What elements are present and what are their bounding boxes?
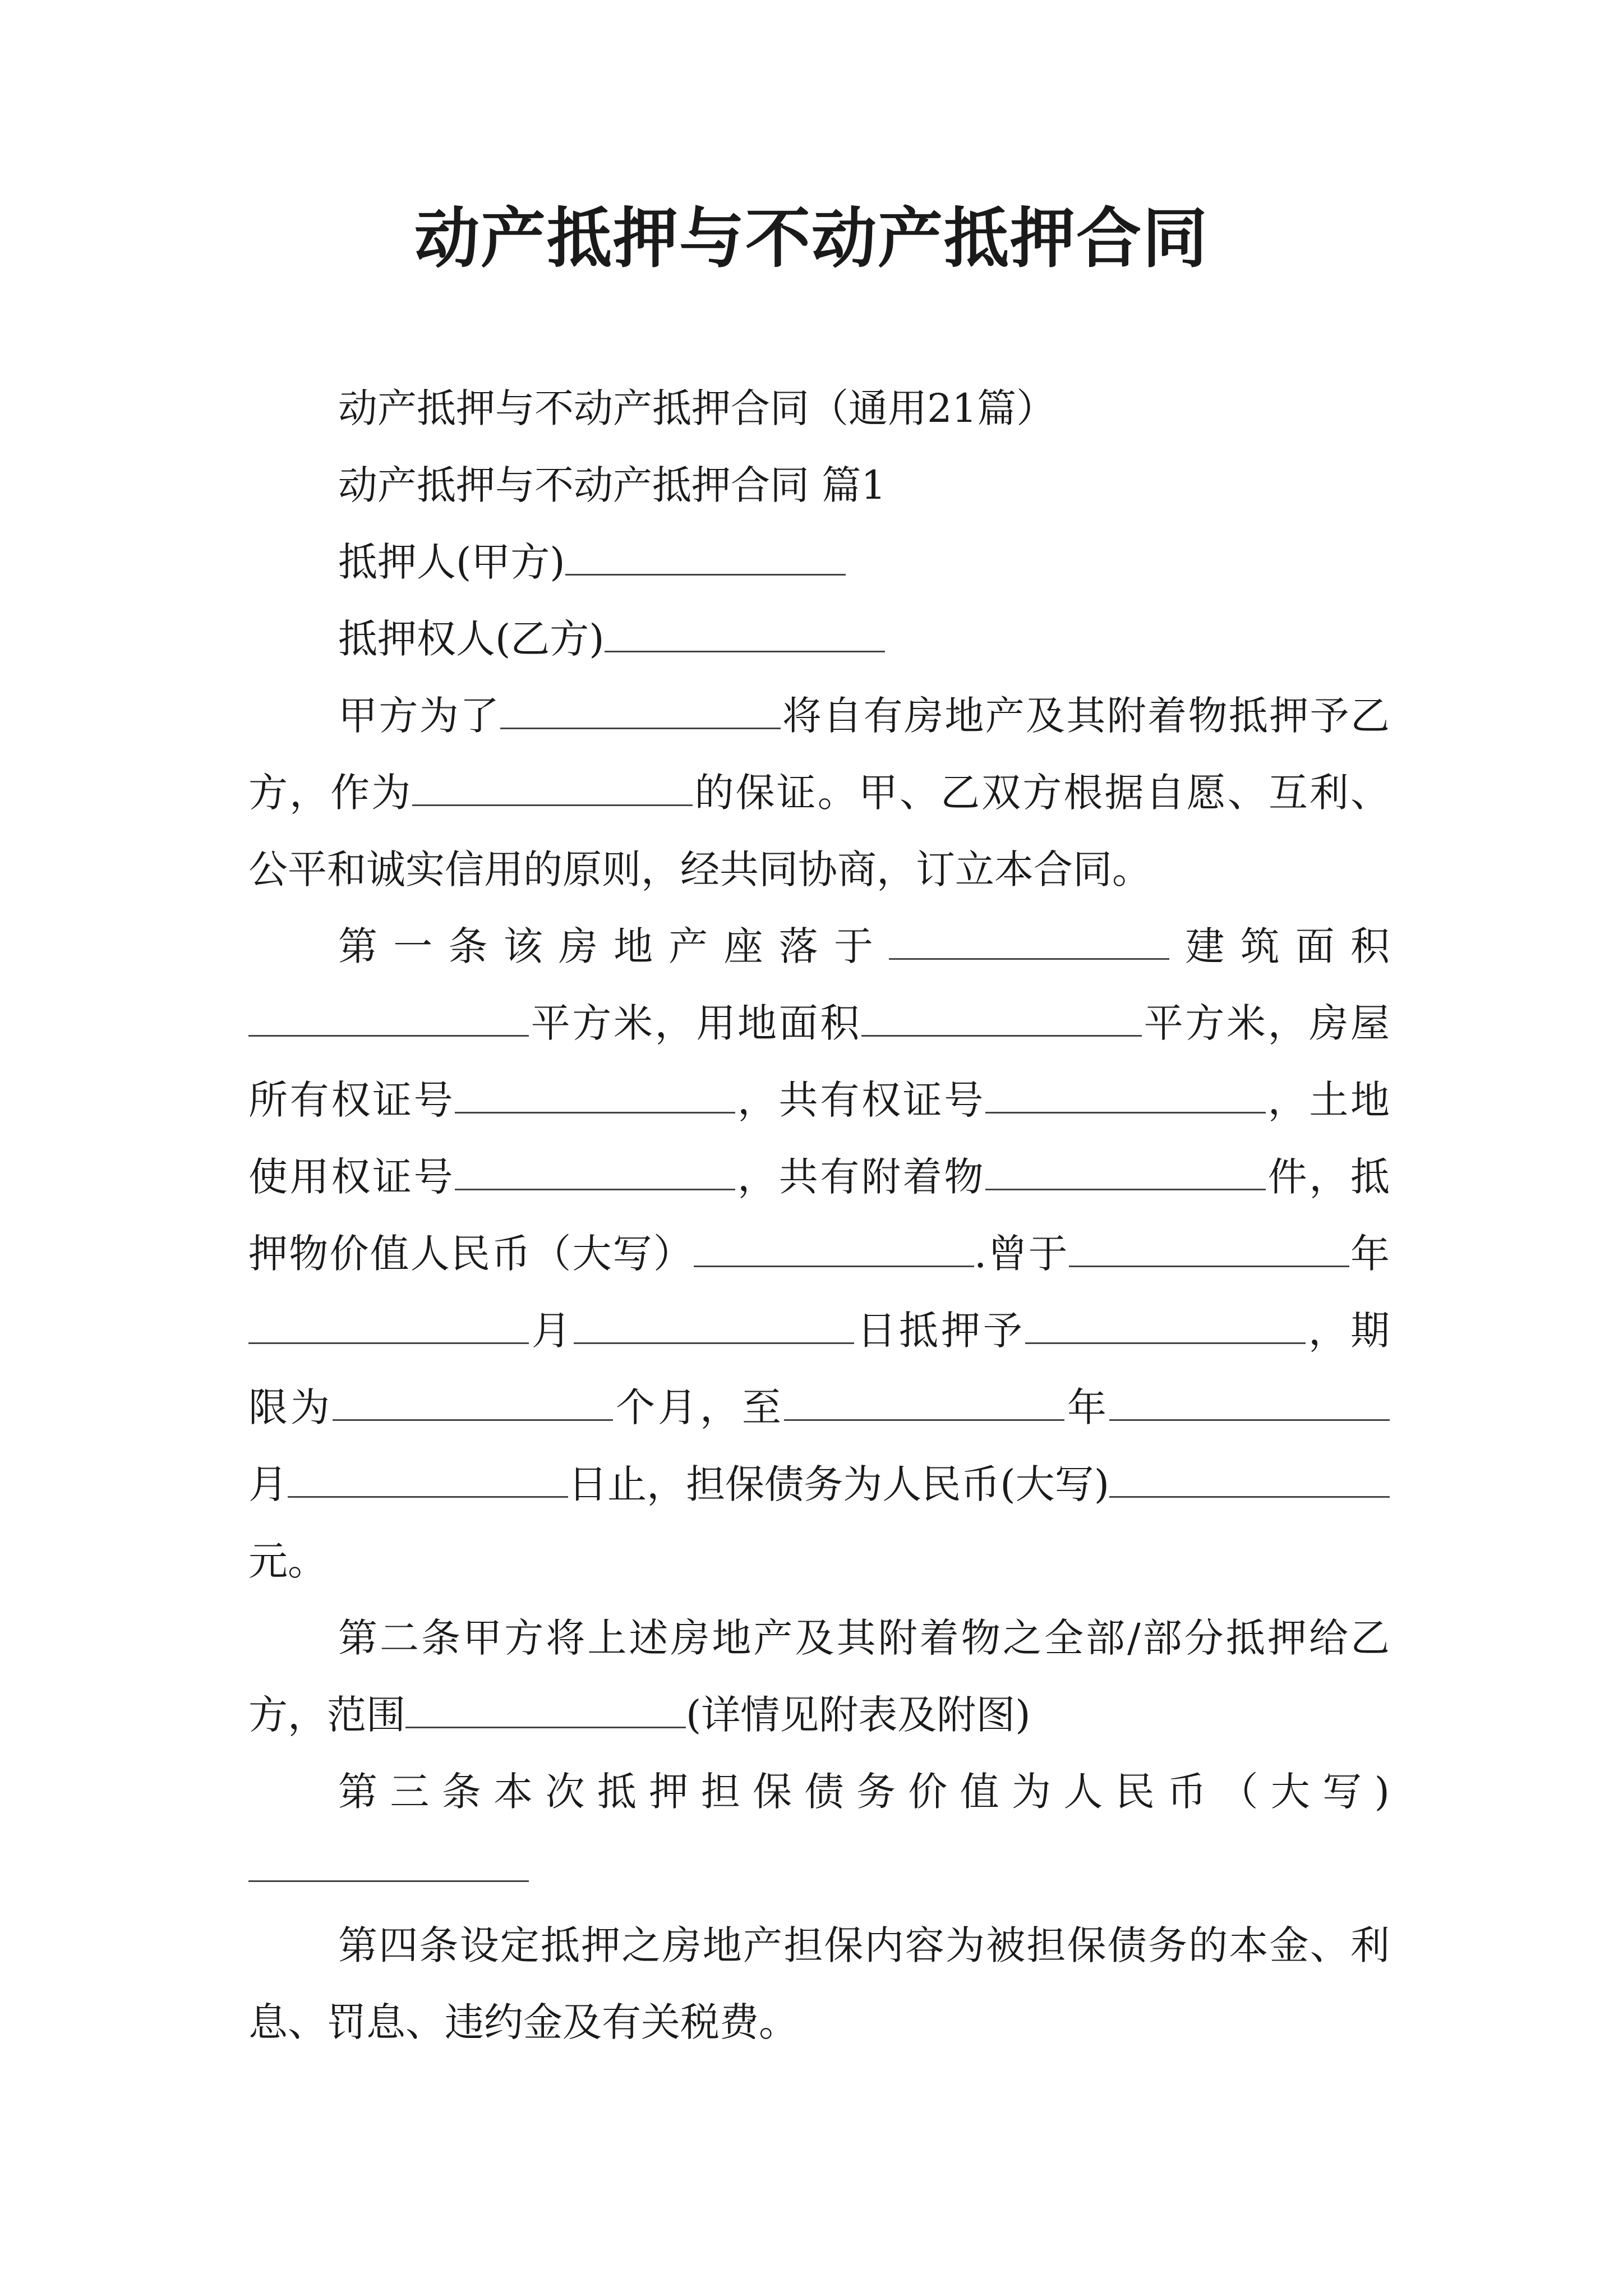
fill-blank (248, 1846, 529, 1882)
mortgagee-line (248, 601, 1390, 678)
article-text: 第四条设定抵押之房地产担保内容为被担保债务的本金、利息、罚息、违约金及有关税费。 (248, 1922, 1390, 2045)
intro-text: 的保证。甲、乙双方根据自愿、互利、公平和诚实信用的原则，经共同协商，订立本合同。 (248, 770, 1390, 892)
fill-blank (405, 1692, 686, 1728)
article-text: 第一条该房地产座落于 (338, 923, 889, 969)
fill-blank (574, 1308, 854, 1344)
fill-blank (333, 1384, 613, 1421)
article-text: 平方米，房屋所有权证号 (248, 1000, 1390, 1123)
article-text: 月 (529, 1308, 574, 1354)
article-text: 建筑面积 (1169, 923, 1390, 969)
article-1 (248, 908, 1390, 1600)
fill-blank (1025, 1308, 1306, 1344)
article-text: 日止，担保债务为人民币(大写) (568, 1461, 1110, 1507)
fill-blank (412, 770, 693, 806)
article-text: 日抵押予 (854, 1308, 1025, 1354)
fill-blank (248, 1308, 529, 1344)
article-text: 第三条本次抵押担保债务价值为人民币（大写) (338, 1769, 1390, 1815)
mortgagor-line (248, 524, 1390, 601)
fill-blank (605, 616, 885, 652)
intro-text: 甲方为了 (338, 693, 501, 739)
fill-blank (248, 1000, 529, 1037)
article-text: ，共有附着物 (735, 1154, 986, 1200)
fill-blank (889, 923, 1169, 960)
article-3 (248, 1754, 1390, 1907)
fill-blank (1069, 1231, 1349, 1267)
fill-blank (784, 1384, 1064, 1421)
chapter-heading: 动产抵押与不动产抵押合同 篇1 (338, 462, 886, 508)
article-text: ，期限为 (248, 1308, 1390, 1430)
document-body (248, 370, 1390, 2061)
mortgagor-label: 抵押人(甲方) (338, 539, 565, 585)
fill-blank (455, 1077, 735, 1114)
article-2 (248, 1600, 1390, 1754)
fill-blank (985, 1154, 1266, 1190)
article-text: ，土地使用权证号 (248, 1077, 1390, 1200)
article-text: 件，抵押物价值人民币（大写） (248, 1154, 1390, 1277)
document-title: 动产抵押与不动产抵押合同 (414, 200, 1209, 277)
fill-blank (694, 1231, 974, 1267)
article-text: 元。 (248, 1538, 327, 1584)
fill-blank (500, 693, 781, 729)
fill-blank (985, 1077, 1266, 1114)
fill-blank (1109, 1461, 1390, 1498)
article-text: 年 (1349, 1231, 1390, 1277)
intro-text: 将自有房地产及其附着物抵押予乙方，作为 (248, 693, 1390, 816)
article-text: .曾于 (974, 1231, 1069, 1277)
fill-blank (288, 1461, 568, 1498)
article-4 (248, 1907, 1390, 2061)
mortgagee-label: 抵押权人(乙方) (338, 616, 605, 662)
article-text: 个月，至 (613, 1384, 784, 1430)
document-subtitle: 动产抵押与不动产抵押合同（通用21篇） (338, 385, 1056, 431)
intro-paragraph (248, 678, 1390, 908)
article-text: 第二条甲方将上述房地产及其附着物之全部/部分抵押给乙方，范围 (248, 1615, 1390, 1738)
fill-blank (1109, 1384, 1390, 1421)
article-text: ，共有权证号 (735, 1077, 986, 1123)
fill-blank (455, 1154, 735, 1190)
article-text: 月 (248, 1461, 288, 1507)
article-text: (详情见附表及附图) (686, 1692, 1031, 1738)
fill-blank (565, 539, 846, 576)
fill-blank (861, 1000, 1142, 1037)
article-text: 平方米，用地面积 (529, 1000, 861, 1046)
article-text: 年 (1064, 1384, 1109, 1430)
